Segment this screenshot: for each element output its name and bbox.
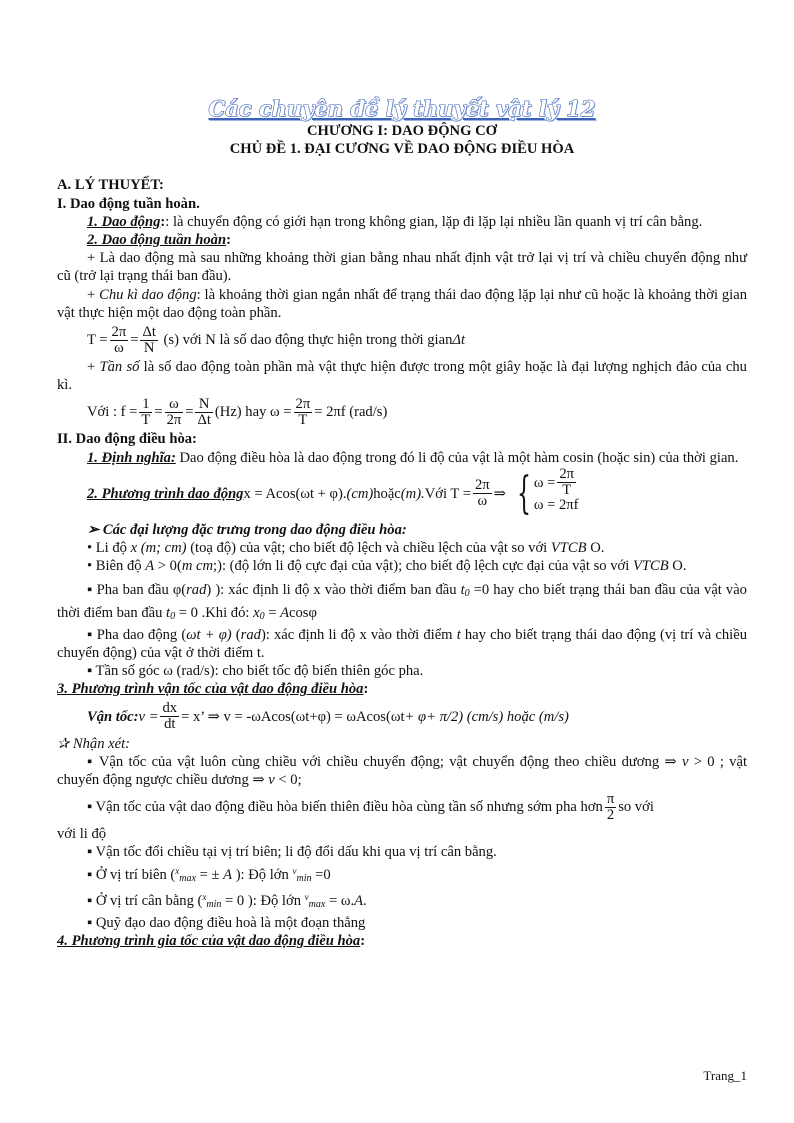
topic-title: CHỦ ĐỀ 1. ĐẠI CƯƠNG VỀ DAO ĐỘNG ĐIỀU HÒA	[229, 141, 575, 158]
paragraph-dao-dong: 1. Dao động:: là chuyển động có giới hạn trong không gian, lặp đi lặp lại nhiều lần quanh vị trí cân bằng.	[87, 213, 703, 230]
formula-period: T = $\frac{2\pi}{\omega}$ = $\frac{\Delta t}{N}$ (s) với N là số dao động thực hiện trong thời gian Δt	[87, 323, 465, 356]
remark-heading: ✰ Nhận xét:	[57, 735, 131, 752]
paragraph-tuan-hoan: + Là dao động mà sau những khoảng thời gian bằng nhau nhất định vật trở lại vị trí và chiều chuyển động như cũ (trở lại trạng thái ban đầu).	[57, 250, 747, 285]
remark-2-continued: với li độ	[57, 826, 107, 843]
formula-frequency: Với : f = $\frac{1}{T}$ = $\frac{\omega}{2\pi}$ = $\frac{N}{\Delta t}$ (Hz) hay ω = $\frac{2\pi}{T}$ = 2πf (rad/s)	[87, 395, 388, 428]
bullet-li-do: • Li độ x (m; cm) (toạ độ) của vật; cho biết độ lệch và chiều lệch của vật so với VTCB O.	[87, 540, 605, 557]
section-a-heading: A. LÝ THUYẾT:	[57, 177, 164, 194]
remark-1: ▪ Vận tốc của vật luôn cùng chiều với chiều chuyển động; vật chuyển động theo chiều dương ⇒ v > 0 ; vật chuyển động ngược chiều dương ⇒ v < 0;	[57, 753, 748, 789]
formula-equation: 2. Phương trình dao động x = Acos(ωt + φ). (cm) hoặc (m). Với T = $\frac{2\pi}{\omega}$ ⇒ { ω = $\frac{2\pi}{T}$ ω = 2πf	[87, 466, 579, 519]
chapter-title: CHƯƠNG I: DAO ĐỘNG CƠ	[307, 123, 497, 139]
document-page	[57, 96, 747, 951]
remark-3: ▪ Vận tốc đổi chiều tại vị trí biên; li độ đổi dấu khi qua vị trí cân bằng.	[87, 844, 497, 861]
remark-6: ▪ Quỹ đạo dao động điều hoà là một đoạn thẳng	[87, 915, 366, 932]
paragraph-dinh-nghia: 1. Định nghĩa: Dao động điều hòa là dao động trong đó li độ của vật là một hàm cosin (hoặc sin) của thời gian.	[87, 449, 739, 466]
characteristic-heading: ➢ Các đại lượng đặc trưng trong dao động điều hòa:	[87, 521, 407, 538]
remark-2: ▪ Vận tốc của vật dao động điều hòa biến thiên điều hòa cùng tần số nhưng sớm pha hơn $\frac{\pi}{2}$ so với	[87, 790, 654, 823]
paragraph-tan-so: + Tần số là số dao động toàn phần mà vật thực hiện được trong một giây hoặc là đại lượng nghịch đảo của chu kì.	[57, 359, 747, 394]
bullet-pha-ban-dau: ▪ Pha ban đầu φ(rad) ): xác định li độ x vào thời điểm ban đầu $t_0 =0$ hay cho biết trạng thái ban đầu của vật vào thời điểm ban đầu $t_0 = 0$ .Khi đó: $x_0 = Acos\varphi$	[57, 582, 747, 622]
heading-dao-dong-tuan-hoan: 2. Dao động tuần hoàn:	[87, 232, 231, 249]
section-1-heading: I. Dao động tuần hoàn.	[57, 195, 200, 212]
bullet-bien-do: • Biên độ A > 0(m cm;): (độ lớn li độ cực đại của vật); cho biết độ lệch cực đại của vật so với VTCB O.	[87, 558, 687, 575]
bullet-pha-dao-dong: ▪ Pha dao động (ωt + φ) (rad): xác định li độ x vào thời điểm t hay cho biết trạng thái dao động (vị trí và chiều chuyển động) của vật ở thời điểm t.	[57, 626, 747, 662]
page-number: Trang_1	[703, 1068, 747, 1083]
remark-5: ▪ Ở vị trí cân bằng ($^x_{min}$ = 0 ): Độ lớn $^v_{max}$ = ω.A.	[87, 891, 367, 910]
formula-velocity: Vận tốc: v = $\frac{dx}{dt}$ = x’ ⇒ v = -ωAcos(ωt+φ) = ωAcos(ωt + φ+ π/2) (cm/s) hoặc (m/s)	[87, 700, 569, 733]
paragraph-chu-ki: + Chu kì dao động: là khoảng thời gian ngắn nhất để trạng thái dao động lặp lại như cũ hoặc là khoảng thời gian vật thực hiện một dao động toàn phần.	[57, 286, 747, 321]
series-banner: Các chuyên đề lý thuyết vật lý 12	[208, 96, 596, 121]
remark-4: ▪ Ở vị trí biên ($^x_{max}$ = ± A ): Độ lớn $^v_{min}$ =0	[87, 865, 331, 884]
section-4-heading: 4. Phương trình gia tốc của vật dao động điều hòa:	[57, 933, 366, 950]
bullet-tan-so-goc: ▪ Tần số góc ω (rad/s): cho biết tốc độ biến thiên góc pha.	[87, 663, 424, 680]
section-2-heading: II. Dao động điều hòa:	[57, 431, 197, 448]
section-3-heading: 3. Phương trình vận tốc của vật dao động điều hòa:	[57, 681, 369, 698]
